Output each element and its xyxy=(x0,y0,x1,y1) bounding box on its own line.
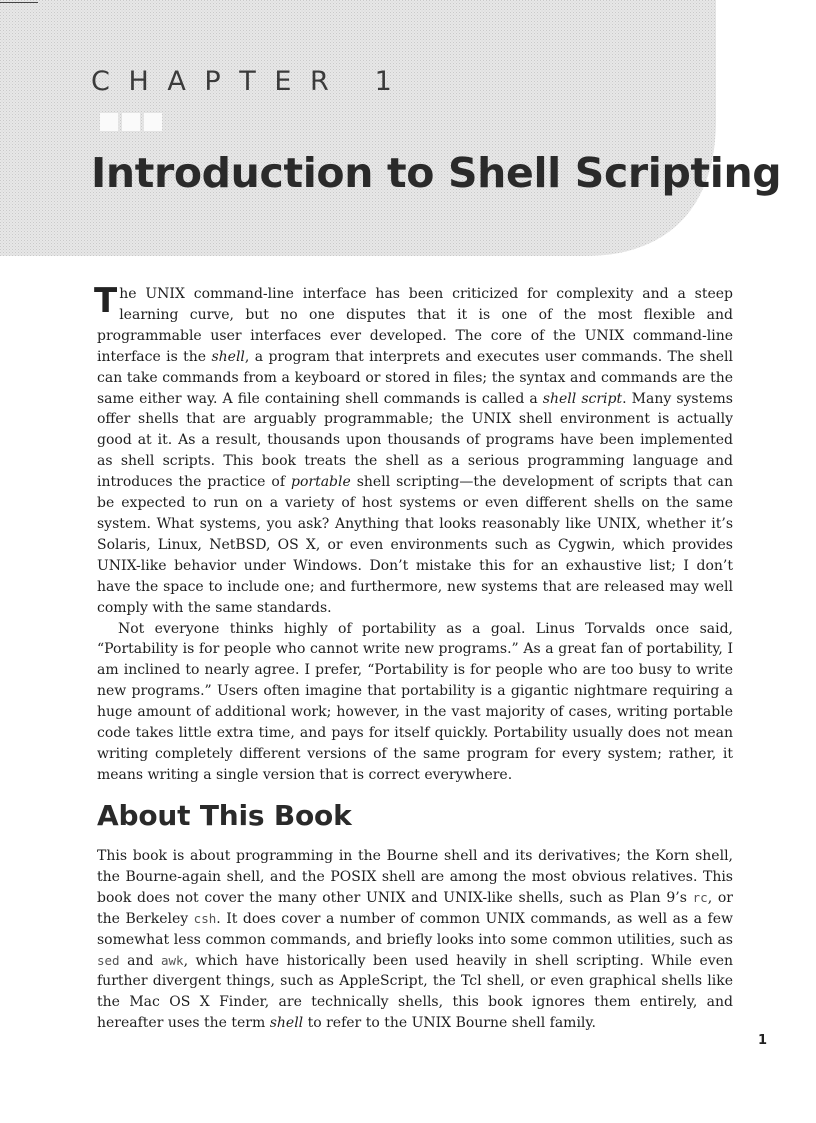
intro-section xyxy=(94,281,733,786)
about-paragraph-1 xyxy=(97,846,733,1034)
code-text: csh xyxy=(193,910,217,926)
text-run: , a program that interprets and executes user commands. The shell can take commands from a keyboard or stored in files; the syntax and commands are the same either way. A file containing shell commands is called a xyxy=(97,348,733,407)
paragraph-text xyxy=(97,621,733,783)
page-number: 1 xyxy=(758,1033,768,1048)
paragraph-text xyxy=(97,286,733,616)
text-run: and xyxy=(119,952,161,969)
text-run: This book is about programming in the Bourne shell and its derivatives; the Korn shell, the Bourne-again shell, and the POSIX shell are among the most obvious relatives. This book does not cover the many other UNIX and UNIX-like shells, such as Plan 9’s xyxy=(97,848,733,906)
code-text: sed xyxy=(97,952,120,968)
drop-cap: T xyxy=(94,281,118,321)
intro-paragraph-2 xyxy=(97,619,733,786)
emphasis-text: shell xyxy=(211,348,245,365)
text-run: to refer to the UNIX Bourne shell family. xyxy=(303,1015,596,1032)
text-run: shell scripting—the development of scripts that can be expected to run on a variety of host systems or even different shells on the same system. What systems, you ask? Anything that looks reasonably like UNIX, whether it’s Solaris, Linux, NetBSD, OS X, or even environments such as Cygwin, which provides UNIX-like behavior under Windows. Don’t mistake this for an exhaustive list; I don’t have the space to include one; and furthermore, new systems that are released may well comply with the same standards. xyxy=(97,474,733,616)
text-run: , which have historically been used heavily in shell scripting. While even further divergent things, such as AppleScript, the Tcl shell, or even graphical shells like the Mac OS X Finder, are technically shells, this book ignores them entirely, and hereafter uses the term xyxy=(97,952,733,1032)
text-run: , or the Berkeley xyxy=(97,889,733,927)
text-run: he UNIX command-line interface has been criticized for complexity and a steep learning curve, but no one disputes that it is one of the most flexible and programmable user interfaces ever developed. The core of the UNIX command-line interface is the xyxy=(97,286,733,365)
text-run: Not everyone thinks highly of portability as a goal. Linus Torvalds once said, “Portability is for people who cannot write new programs.” As a great fan of portability, I am inclined to nearly agree. I prefer, “Portability is for people who are too busy to write new programs.” Users often imagine that portability is a gigantic nightmare requiring a huge amount of additional work; however, in the vast majority of cases, writing portable code takes little extra time, and pays for itself quickly. Portability usually does not mean writing completely different versions of the same program for every system; rather, it means writing a single version that is correct everywhere. xyxy=(97,620,733,783)
intro-paragraph-1 xyxy=(94,281,733,619)
ornament-square xyxy=(144,113,162,131)
crop-mark xyxy=(0,2,38,3)
section-heading: About This Book xyxy=(97,799,352,832)
text-run: . Many systems offer shells that are arguably programmable; the UNIX shell environment is actually good at it. As a result, thousands upon thousands of programs have been implemented as shell scripts. This book treats the shell as a serious programming language and introduces the practice of xyxy=(97,390,733,491)
emphasis-text: portable xyxy=(290,474,351,491)
text-run: . It does cover a number of common UNIX commands, as well as a few somewhat less common commands, and briefly looks into some common utilities, such as xyxy=(97,910,733,948)
emphasis-text: shell xyxy=(269,1015,304,1032)
chapter-title: Introduction to Shell Scripting xyxy=(91,149,782,197)
ornament-square xyxy=(100,113,118,131)
emphasis-text: shell script xyxy=(542,390,623,407)
code-text: awk xyxy=(160,952,184,968)
code-text: rc xyxy=(692,889,708,905)
chapter-label: CHAPTER 1 xyxy=(91,66,411,97)
paragraph-text xyxy=(97,848,733,1031)
about-section xyxy=(97,846,733,1034)
ornament-square xyxy=(122,113,140,131)
